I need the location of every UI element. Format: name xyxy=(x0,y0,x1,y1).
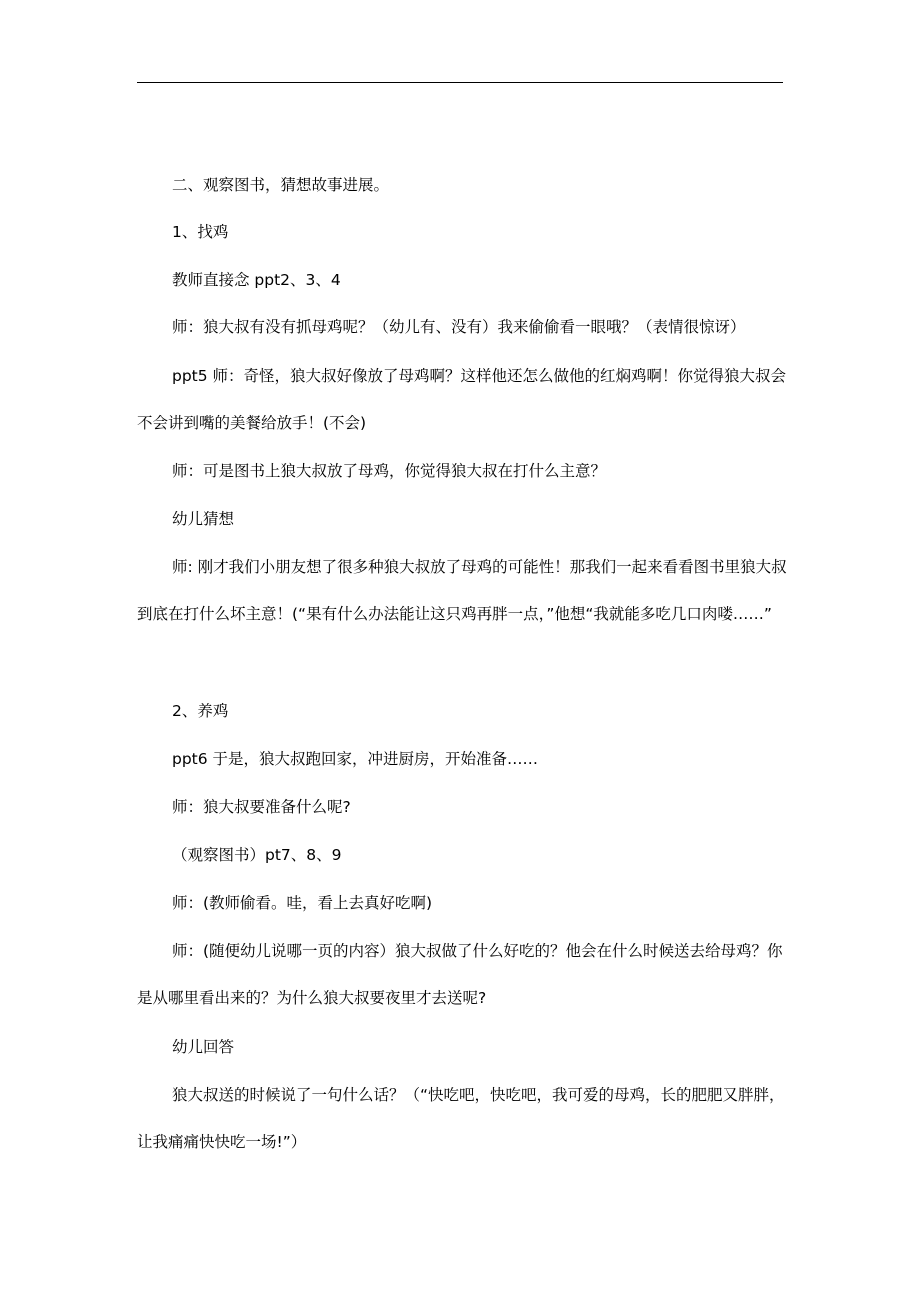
paragraph: ppt6 于是，狼大叔跑回家，冲进厨房，开始准备…… xyxy=(172,750,539,768)
paragraph: （观察图书）pt7、8、9 xyxy=(172,846,342,864)
paragraph: 师：(随便幼儿说哪一页的内容）狼大叔做了什么好吃的？他会在什么时候送去给母鸡？你是从哪里看出来的？为什么狼大叔要夜里才去送呢? xyxy=(137,942,783,1007)
section-heading: 二、观察图书，猜想故事进展。 xyxy=(172,176,390,194)
subsection-heading: 1、找鸡 xyxy=(172,223,229,241)
header-rule xyxy=(137,82,783,83)
paragraph: ppt5 师：奇怪，狼大叔好像放了母鸡啊？这样他还怎么做他的红焖鸡啊！你觉得狼大叔会不会讲到嘴的美餐给放手！(不会) xyxy=(137,367,787,432)
paragraph: 师：(教师偷看。哇，看上去真好吃啊) xyxy=(172,894,433,912)
paragraph: 师：狼大叔有没有抓母鸡呢？（幼儿有、没有）我来偷偷看一眼哦？（表情很惊讶） xyxy=(172,318,746,336)
paragraph: 幼儿猜想 xyxy=(172,510,235,528)
paragraph: 狼大叔送的时候说了一句什么话？（“快吃吧，快吃吧，我可爱的母鸡，长的肥肥又胖胖，让我痛痛快快吃一场!”） xyxy=(137,1086,785,1151)
paragraph: 教师直接念 ppt2、3、4 xyxy=(172,271,341,289)
subsection-heading: 2、养鸡 xyxy=(172,702,229,720)
paragraph: 幼儿回答 xyxy=(172,1038,235,1056)
paragraph: 师：狼大叔要准备什么呢? xyxy=(172,798,351,816)
paragraph: 师：可是图书上狼大叔放了母鸡，你觉得狼大叔在打什么主意？ xyxy=(172,462,607,480)
paragraph: 师: 刚才我们小朋友想了很多种狼大叔放了母鸡的可能性！那我们一起来看看图书里狼大叔到底在打什么坏主意！(“果有什么办法能让这只鸡再胖一点，”他想“我就能多吃几口肉喽……” xyxy=(137,558,787,623)
